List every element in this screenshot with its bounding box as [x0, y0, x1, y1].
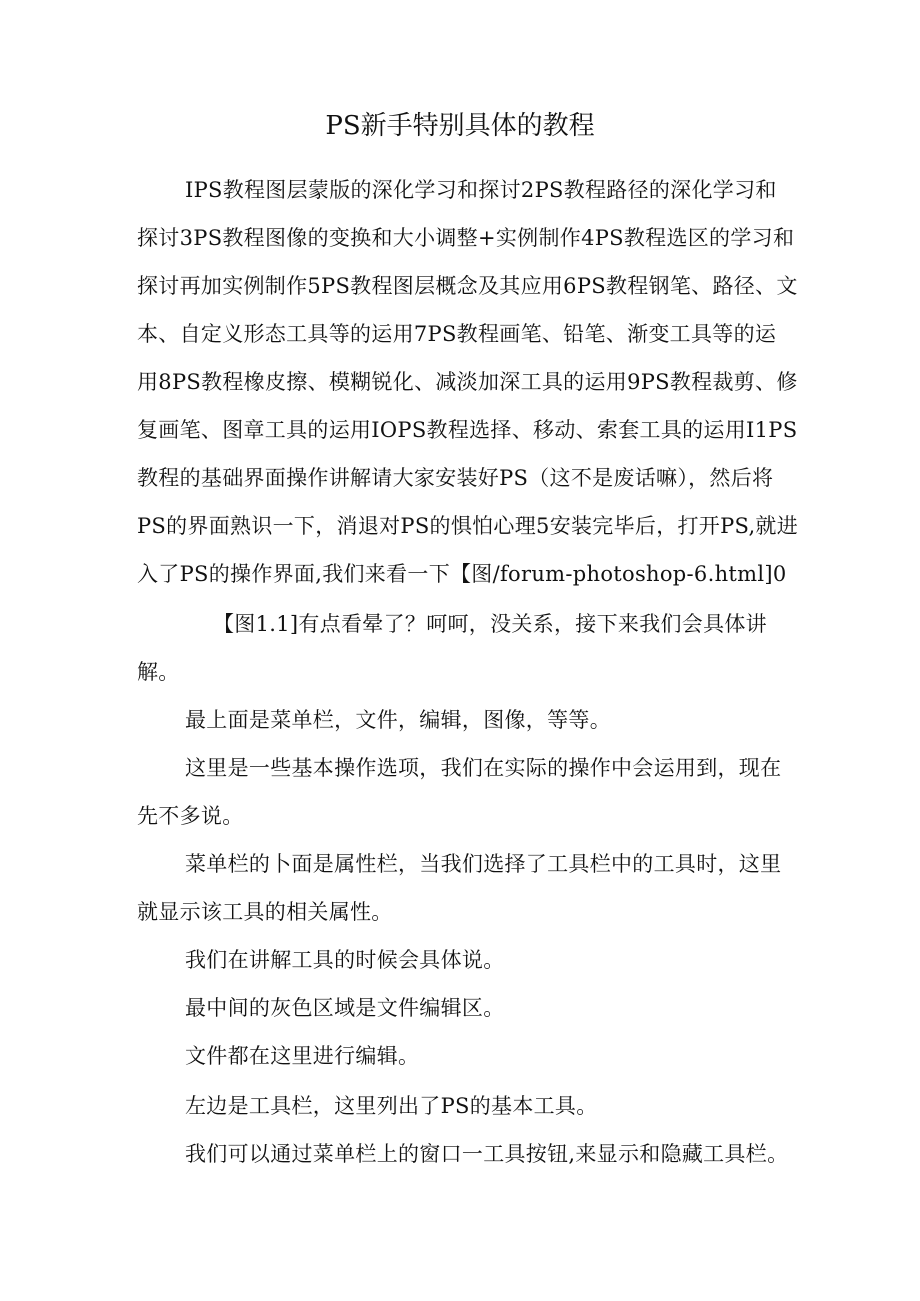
paragraph-line: 解。: [137, 660, 180, 684]
paragraph-line: 文件都在这里进行编辑。: [185, 1044, 420, 1068]
paragraph-line: IPS教程图层蒙版的深化学习和探讨2PS教程路径的深化学习和: [185, 178, 777, 202]
paragraph-line: 教程的基础界面操作讲解请大家安装好PS（这不是废话嘛），然后将: [137, 466, 774, 490]
paragraph-line: 探讨3PS教程图像的变换和大小调整+实例制作4PS教程选区的学习和: [137, 226, 795, 250]
paragraph-line: 【图1.1]有点看晕了？呵呵，没关系，接下来我们会具体讲: [213, 612, 767, 636]
paragraph-line: 这里是一些基本操作选项，我们在实际的操作中会运用到，现在: [185, 756, 782, 780]
paragraph-line: 我们可以通过菜单栏上的窗口一工具按钮,来显示和隐藏工具栏。: [185, 1142, 789, 1166]
paragraph-line: 左边是工具栏，这里列出了PS的基本工具。: [185, 1094, 598, 1118]
paragraph-line: 先不多说。: [137, 804, 244, 828]
paragraph-line: 本、自定义形态工具等的运用7PS教程画笔、铅笔、渐变工具等的运: [137, 322, 777, 346]
paragraph-line: 用8PS教程橡皮擦、模糊锐化、减淡加深工具的运用9PS教程裁剪、修: [137, 370, 798, 394]
paragraph-line: 最中间的灰色区域是文件编辑区。: [185, 996, 505, 1020]
paragraph-line: 就显示该工具的相关属性。: [137, 900, 393, 924]
paragraph-line: 入了PS的操作界面,我们来看一下【图/forum-photoshop-6.html]0: [137, 562, 787, 586]
paragraph-line: PS的界面熟识一下，消退对PS的惧怕心理5安装完毕后，打开PS,就进: [137, 514, 799, 538]
paragraph-line: 复画笔、图章工具的运用IOPS教程选择、移动、索套工具的运用I1PS: [137, 418, 798, 442]
paragraph-line: 菜单栏的卜面是属性栏，当我们选择了工具栏中的工具时，这里: [185, 852, 782, 876]
paragraph-line: 探讨再加实例制作5PS教程图层概念及其应用6PS教程钢笔、路径、文: [137, 274, 798, 298]
paragraph-line: 我们在讲解工具的时候会具体说。: [185, 948, 505, 972]
document-title: PS新手特别具体的教程: [325, 111, 595, 141]
paragraph-line: 最上面是菜单栏，文件，编辑，图像，等等。: [185, 708, 611, 732]
